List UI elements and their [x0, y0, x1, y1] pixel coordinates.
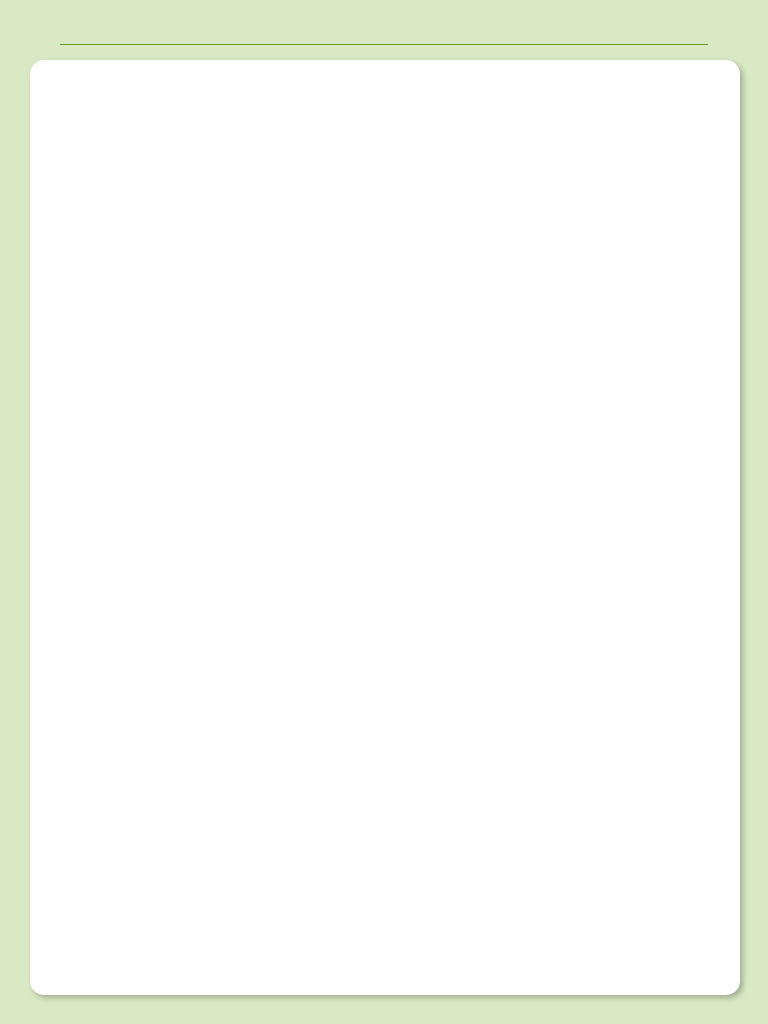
- page-content: [60, 76, 720, 478]
- page-header: [60, 14, 708, 45]
- table2-block: [60, 278, 720, 478]
- table1-block: [60, 86, 720, 272]
